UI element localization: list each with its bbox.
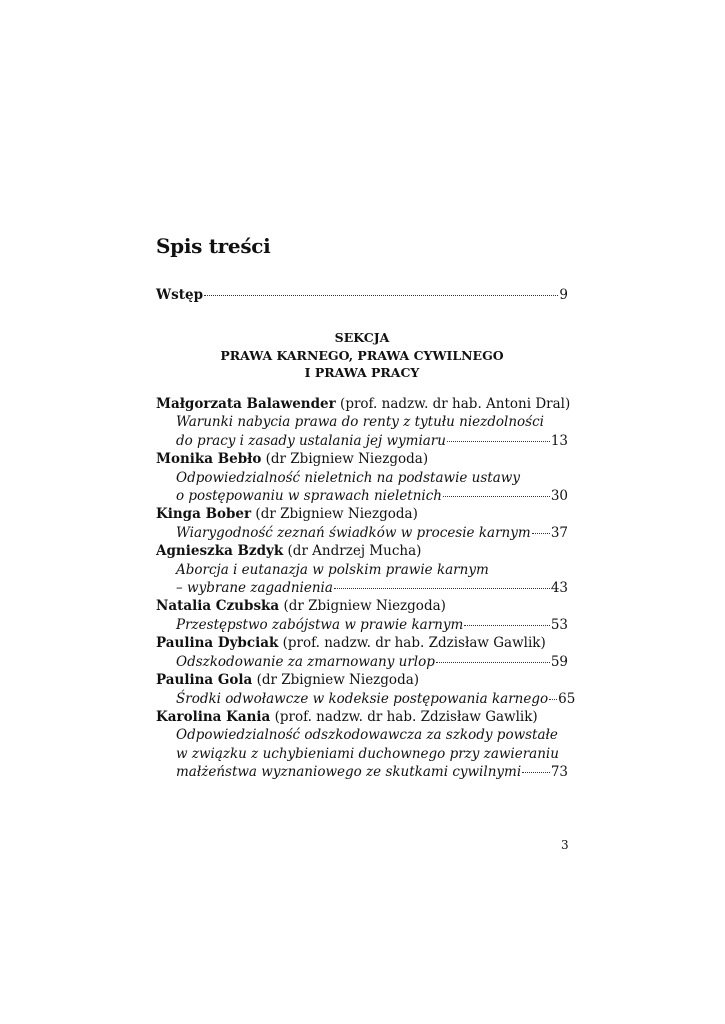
- dot-leader: [522, 772, 550, 773]
- entry-title-line: o postępowaniu w sprawach nieletnich: [176, 488, 442, 505]
- toc-entry[interactable]: [156, 708, 568, 782]
- toc-entry[interactable]: [156, 634, 568, 671]
- author-name: Agnieszka Bzdyk: [156, 543, 284, 560]
- author-line: [156, 597, 568, 615]
- section-heading-line: SEKCJA: [334, 330, 390, 345]
- page-number: 37: [550, 524, 568, 541]
- intro-label: Wstęp: [156, 287, 204, 303]
- entry-title-row: [156, 763, 568, 781]
- supervisor: (dr Zbigniew Niezgoda): [256, 672, 420, 689]
- author-line: [156, 671, 568, 689]
- entry-title-row: [156, 524, 568, 542]
- section-heading-line: PRAWA KARNEGO, PRAWA CYWILNEGO: [220, 347, 504, 363]
- author-name: Natalia Czubska: [156, 598, 280, 615]
- author-line: [156, 395, 571, 413]
- entry-title-row: [156, 616, 568, 634]
- dot-leader: [436, 662, 550, 663]
- entry-title-line: Wiarygodność zeznań świadków w procesie karnym: [176, 524, 531, 541]
- page-number: 13: [550, 432, 568, 449]
- footer-page-number: 3: [561, 838, 569, 852]
- entry-title-line: Przestępstwo zabójstwa w prawie karnym: [176, 616, 464, 633]
- entry-title-row: [156, 653, 568, 671]
- page-number: 53: [550, 616, 568, 633]
- table-of-contents: [156, 395, 576, 782]
- author-name: Karolina Kania: [156, 708, 271, 725]
- supervisor: (dr Zbigniew Niezgoda): [283, 598, 446, 615]
- supervisor: (dr Zbigniew Niezgoda): [265, 451, 429, 468]
- dot-leader: [447, 441, 550, 442]
- toc-entry[interactable]: [156, 597, 568, 634]
- author-name: Małgorzata Balawender: [156, 396, 336, 412]
- page-number: 43: [550, 580, 568, 597]
- page-number: 65: [558, 690, 576, 707]
- page-number: 59: [550, 653, 568, 670]
- entry-title-line: Odpowiedzialność nieletnich na podstawie ustawy: [176, 469, 520, 486]
- supervisor: (prof. nadzw. dr hab. Zdzisław Gawlik): [274, 708, 538, 725]
- toc-entry-intro[interactable]: [156, 287, 568, 303]
- toc-entry[interactable]: [156, 671, 576, 708]
- entry-title-line: małżeństwa wyznaniowego ze skutkami cywilnymi: [176, 764, 522, 781]
- entry-title-row: [156, 432, 568, 450]
- toc-entry[interactable]: [156, 450, 568, 505]
- author-name: Paulina Gola: [156, 672, 253, 689]
- dot-leader: [334, 588, 550, 589]
- supervisor: (prof. nadzw. dr hab. Antoni Dral): [340, 396, 571, 412]
- entry-title-line: do pracy i zasady ustalania jej wymiaru: [176, 432, 446, 449]
- supervisor: (dr Zbigniew Niezgoda): [255, 506, 418, 523]
- page-title: Spis treści: [156, 234, 271, 258]
- supervisor: (prof. nadzw. dr hab. Zdzisław Gawlik): [282, 635, 546, 652]
- author-line: [156, 708, 568, 726]
- dot-leader: [549, 699, 557, 700]
- dot-leader: [464, 625, 550, 626]
- author-line: [156, 505, 568, 523]
- author-line: [156, 634, 568, 652]
- toc-entry[interactable]: [156, 395, 571, 450]
- supervisor: (dr Andrzej Mucha): [287, 543, 422, 560]
- section-heading-line: I PRAWA PRACY: [304, 365, 420, 380]
- entry-title-line: Odpowiedzialność odszkodowawcza za szkody powstałe: [176, 727, 558, 744]
- dot-leader: [443, 496, 550, 497]
- entry-title-row: [156, 690, 576, 708]
- entry-title-line: Odszkodowanie za zmarnowany urlop: [176, 653, 435, 670]
- author-line: [156, 542, 568, 560]
- dot-leader: [532, 533, 550, 534]
- entry-title-row: [156, 487, 568, 505]
- author-name: Kinga Bober: [156, 506, 252, 523]
- page-number: 30: [550, 488, 568, 505]
- page-number: 9: [559, 287, 568, 303]
- entry-title-line: w związku z uchybieniami duchownego przy zawieraniu: [176, 745, 559, 762]
- entry-title-line: – wybrane zagadnienia: [176, 580, 333, 597]
- toc-entry[interactable]: [156, 505, 568, 542]
- toc-entry[interactable]: [156, 542, 568, 597]
- dot-leader: [204, 295, 558, 296]
- entry-title-line: Warunki nabycia prawa do renty z tytułu niezdolności: [176, 414, 544, 431]
- author-name: Monika Bebło: [156, 451, 262, 468]
- entry-title-line: Aborcja i eutanazja w polskim prawie karnym: [176, 561, 489, 578]
- author-name: Paulina Dybciak: [156, 635, 279, 652]
- entry-title-row: [156, 579, 568, 597]
- entry-title-line: Środki odwoławcze w kodeksie postępowania karnego: [176, 690, 549, 707]
- page-number: 73: [550, 764, 568, 781]
- author-line: [156, 450, 568, 468]
- section-heading: [156, 329, 568, 382]
